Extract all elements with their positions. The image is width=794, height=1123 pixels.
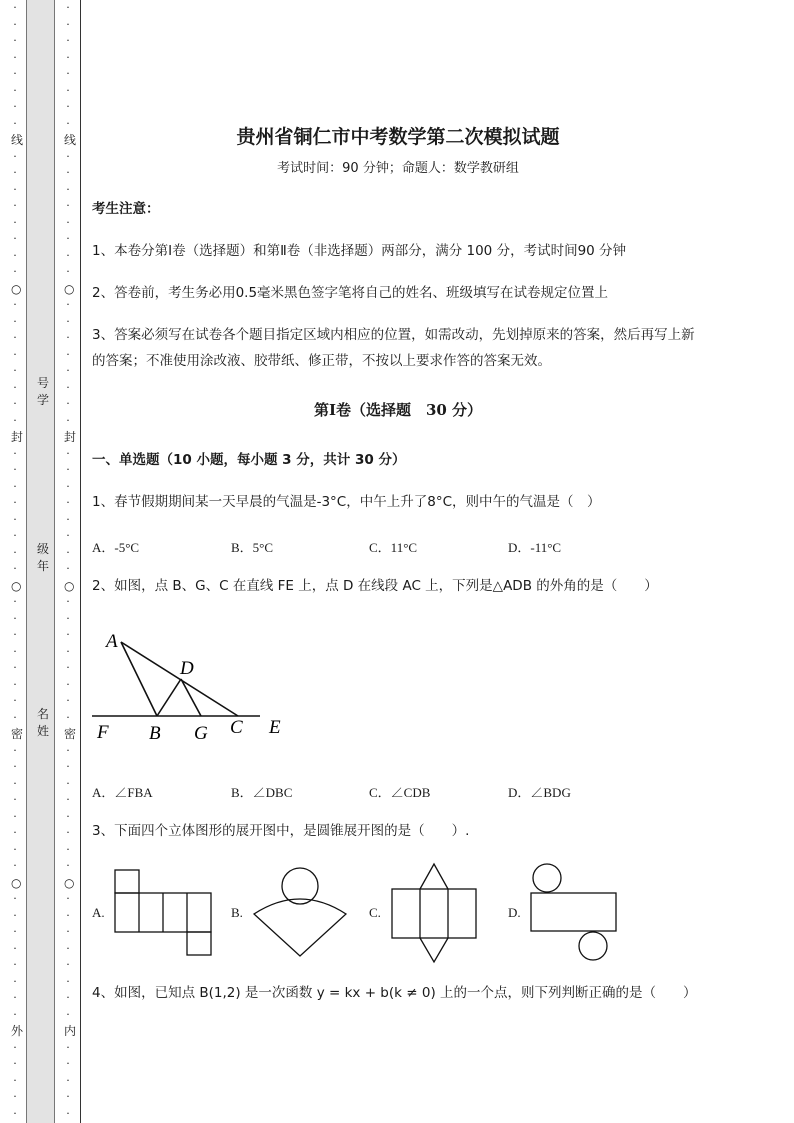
binding-dot: · bbox=[13, 562, 17, 575]
binding-dot: · bbox=[13, 842, 17, 856]
question-3-figure-b[interactable] bbox=[250, 864, 350, 960]
binding-dot: · bbox=[66, 1057, 70, 1070]
binding-dot: · bbox=[13, 677, 17, 691]
binding-dot: · bbox=[13, 34, 17, 47]
binding-dot: · bbox=[13, 529, 17, 542]
binding-dot: · bbox=[13, 166, 17, 179]
binding-dot: · bbox=[13, 611, 17, 625]
question-2-option-c[interactable]: C．∠CDB bbox=[369, 785, 431, 800]
binding-dot: · bbox=[66, 265, 70, 278]
binding-dot: · bbox=[13, 644, 17, 658]
binding-dot: · bbox=[13, 347, 17, 361]
binding-dot: · bbox=[13, 100, 17, 113]
binding-mark: 密 bbox=[64, 727, 77, 741]
figure-label-a: A bbox=[106, 631, 118, 652]
binding-dot: · bbox=[13, 809, 17, 823]
binding-dot: · bbox=[13, 991, 17, 1004]
binding-dot: · bbox=[66, 677, 70, 691]
binding-mark: ○ bbox=[64, 578, 75, 593]
outer-dot-column bbox=[11, 0, 24, 1122]
question-2-option-b[interactable]: B．∠DBC bbox=[231, 785, 293, 800]
question-2-stem: 2、如图，点 B、G、C 在直线 FE 上，点 D 在线段 AC 上，下列是△ADB 的外角的是（ ） bbox=[92, 578, 658, 594]
binding-dot: · bbox=[66, 644, 70, 658]
binding-dot: · bbox=[66, 941, 70, 955]
binding-dot: · bbox=[66, 83, 70, 97]
binding-dot: · bbox=[13, 941, 17, 955]
binding-dot: · bbox=[66, 413, 70, 427]
binding-dot: · bbox=[66, 826, 70, 839]
binding-dot: · bbox=[66, 496, 70, 509]
binding-dot: · bbox=[66, 446, 70, 460]
figure-label-c: C bbox=[230, 717, 243, 738]
binding-dot: · bbox=[66, 859, 70, 872]
binding-dot: · bbox=[66, 380, 70, 394]
binding-dot: · bbox=[13, 116, 17, 130]
binding-dot: · bbox=[13, 364, 17, 377]
binding-dot: · bbox=[66, 463, 70, 476]
question-3-option-a-label[interactable]: A. bbox=[92, 905, 105, 920]
binding-dot: · bbox=[13, 232, 17, 245]
binding-dot: · bbox=[13, 331, 17, 344]
question-2-option-d[interactable]: D．∠BDG bbox=[508, 785, 571, 800]
student-id-label: 号学 bbox=[36, 376, 49, 407]
notice-item-2: 2、答卷前，考生务必用0.5毫米黑色签字笔将自己的姓名、班级填写在试卷规定位置上 bbox=[92, 285, 609, 301]
binding-dot: · bbox=[13, 413, 17, 427]
binding-dot: · bbox=[13, 298, 17, 311]
binding-dot: · bbox=[13, 182, 17, 196]
binding-dot: · bbox=[66, 67, 70, 80]
binding-dot: · bbox=[66, 1, 70, 14]
binding-dot: · bbox=[13, 908, 17, 922]
binding-dot: · bbox=[66, 710, 70, 724]
binding-dot: · bbox=[66, 199, 70, 212]
binding-dot: · bbox=[66, 1090, 70, 1103]
binding-dot: · bbox=[66, 116, 70, 130]
binding-dot: · bbox=[13, 595, 17, 608]
part-title: 一、单选题（10 小题，每小题 3 分，共计 30 分） bbox=[92, 452, 406, 468]
binding-dot: · bbox=[13, 710, 17, 724]
figure-label-f: F bbox=[97, 722, 109, 743]
binding-mark: ○ bbox=[64, 281, 75, 296]
figure-label-b: B bbox=[149, 723, 161, 744]
binding-dot: · bbox=[13, 215, 17, 229]
binding-dot: · bbox=[13, 826, 17, 839]
binding-dot: · bbox=[13, 1007, 17, 1021]
binding-dot: · bbox=[13, 793, 17, 806]
binding-dot: · bbox=[66, 34, 70, 47]
figure-label-g: G bbox=[194, 723, 208, 744]
binding-mark: 封 bbox=[64, 430, 77, 444]
binding-dot: · bbox=[13, 1073, 17, 1087]
binding-dot: · bbox=[66, 743, 70, 757]
binding-dot: · bbox=[66, 595, 70, 608]
binding-dot: · bbox=[13, 380, 17, 394]
question-1-option-d[interactable]: D．-11°C bbox=[508, 540, 562, 555]
binding-dot: · bbox=[13, 265, 17, 278]
binding-line bbox=[80, 0, 81, 1123]
binding-mark: 外 bbox=[11, 1024, 24, 1038]
binding-dot: · bbox=[66, 100, 70, 113]
binding-dot: · bbox=[66, 661, 70, 674]
exam-title: 贵州省铜仁市中考数学第二次模拟试题 bbox=[236, 126, 560, 148]
binding-dot: · bbox=[13, 661, 17, 674]
binding-dot: · bbox=[66, 760, 70, 773]
binding-dot: · bbox=[66, 479, 70, 493]
exam-subtitle: 考试时间：90 分钟；命题人：数学教研组 bbox=[277, 161, 519, 176]
section-title: 第Ⅰ卷（选择题 30 分） bbox=[313, 401, 483, 419]
binding-dot: · bbox=[13, 314, 17, 328]
question-4-stem: 4、如图，已知点 B(1,2) 是一次函数 y = kx + b(k ≠ 0) 上的一个点，则下列判断正确的是（ ） bbox=[92, 985, 697, 1001]
binding-mark: ○ bbox=[11, 578, 22, 593]
binding-dot: · bbox=[66, 892, 70, 905]
binding-mark: 线 bbox=[11, 133, 24, 147]
question-1-option-a[interactable]: A．-5°C bbox=[92, 540, 140, 555]
binding-dot: · bbox=[13, 67, 17, 80]
question-3-figure-c[interactable] bbox=[390, 862, 480, 964]
notice-item-3: 3、答案必须写在试卷各个题目指定区域内相应的位置，如需改动，先划掉原来的答案，然后再写上新 bbox=[92, 327, 695, 343]
binding-mark: ○ bbox=[11, 281, 22, 296]
binding-dot: · bbox=[66, 215, 70, 229]
name-label: 名姓 bbox=[36, 707, 49, 738]
binding-dot: · bbox=[66, 397, 70, 410]
binding-dot: · bbox=[66, 17, 70, 31]
question-3-option-c-label[interactable]: C. bbox=[369, 905, 381, 920]
binding-dot: · bbox=[66, 809, 70, 823]
binding-dot: · bbox=[13, 50, 17, 64]
binding-dot: · bbox=[13, 628, 17, 641]
question-3-stem: 3、下面四个立体图形的展开图中，是圆锥展开图的是（ ）. bbox=[92, 823, 470, 839]
binding-dot: · bbox=[66, 908, 70, 922]
binding-dot: · bbox=[13, 248, 17, 262]
inner-dot-column bbox=[64, 0, 77, 1122]
binding-dot: · bbox=[13, 694, 17, 707]
binding-dot: · bbox=[13, 479, 17, 493]
binding-dot: · bbox=[13, 1090, 17, 1103]
binding-dot: · bbox=[66, 991, 70, 1004]
binding-dot: · bbox=[66, 512, 70, 526]
binding-dot: · bbox=[66, 958, 70, 971]
binding-dot: · bbox=[13, 496, 17, 509]
binding-dot: · bbox=[13, 463, 17, 476]
class-label: 级年 bbox=[36, 542, 49, 573]
binding-mark: 密 bbox=[11, 727, 24, 741]
binding-dot: · bbox=[66, 364, 70, 377]
figure-label-d: D bbox=[180, 658, 194, 679]
binding-dot: · bbox=[13, 925, 17, 938]
binding-dot: · bbox=[13, 760, 17, 773]
binding-dot: · bbox=[66, 694, 70, 707]
binding-dot: · bbox=[66, 974, 70, 988]
binding-dot: · bbox=[13, 776, 17, 790]
binding-dot: · bbox=[13, 1040, 17, 1054]
binding-dot: · bbox=[13, 859, 17, 872]
binding-dot: · bbox=[66, 50, 70, 64]
binding-dot: · bbox=[13, 892, 17, 905]
binding-dot: · bbox=[13, 149, 17, 163]
binding-mark: ○ bbox=[64, 875, 75, 890]
binding-dot: · bbox=[66, 545, 70, 559]
binding-dot: · bbox=[66, 1073, 70, 1087]
binding-dot: · bbox=[66, 529, 70, 542]
question-3-option-d-label[interactable]: D. bbox=[508, 905, 521, 920]
binding-mark: 封 bbox=[11, 430, 24, 444]
binding-dot: · bbox=[13, 512, 17, 526]
binding-dot: · bbox=[66, 793, 70, 806]
binding-dot: · bbox=[66, 842, 70, 856]
binding-dot: · bbox=[13, 743, 17, 757]
binding-dot: · bbox=[66, 347, 70, 361]
binding-dot: · bbox=[13, 958, 17, 971]
binding-dot: · bbox=[66, 166, 70, 179]
binding-dot: · bbox=[13, 17, 17, 31]
question-1-option-c[interactable]: C．11°C bbox=[369, 540, 418, 555]
question-3-figure-a[interactable] bbox=[114, 869, 214, 957]
binding-mark: 线 bbox=[64, 133, 77, 147]
binding-dot: · bbox=[13, 397, 17, 410]
binding-dot: · bbox=[13, 1057, 17, 1070]
binding-dot: · bbox=[66, 182, 70, 196]
binding-dot: · bbox=[13, 83, 17, 97]
binding-dot: · bbox=[13, 974, 17, 988]
question-1-stem: 1、春节假期期间某一天早晨的气温是-3°C，中午上升了8°C，则中午的气温是（ ） bbox=[92, 494, 601, 510]
binding-dot: · bbox=[13, 1, 17, 14]
binding-dot: · bbox=[66, 232, 70, 245]
binding-dot: · bbox=[66, 149, 70, 163]
binding-dot: · bbox=[66, 1040, 70, 1054]
binding-dot: · bbox=[13, 199, 17, 212]
binding-dot: · bbox=[13, 1106, 17, 1120]
binding-dot: · bbox=[66, 925, 70, 938]
binding-dot: · bbox=[66, 628, 70, 641]
notice-item-1: 1、本卷分第Ⅰ卷（选择题）和第Ⅱ卷（非选择题）两部分，满分 100 分，考试时间90 分钟 bbox=[92, 243, 627, 259]
question-3-option-b-label[interactable]: B. bbox=[231, 905, 243, 920]
figure-label-e: E bbox=[269, 717, 281, 738]
question-3-figure-d[interactable] bbox=[528, 862, 620, 962]
question-1-option-b[interactable]: B．5°C bbox=[231, 540, 274, 555]
binding-dot: · bbox=[66, 314, 70, 328]
binding-dot: · bbox=[66, 298, 70, 311]
binding-mark: ○ bbox=[11, 875, 22, 890]
binding-dot: · bbox=[13, 545, 17, 559]
notice-item-3-cont: 的答案；不准使用涂改液、胶带纸、修正带，不按以上要求作答的答案无效。 bbox=[92, 353, 551, 369]
binding-dot: · bbox=[13, 446, 17, 460]
binding-dot: · bbox=[66, 331, 70, 344]
binding-dot: · bbox=[66, 611, 70, 625]
notice-heading: 考生注意： bbox=[92, 201, 160, 217]
question-2-option-a[interactable]: A．∠FBA bbox=[92, 785, 153, 800]
binding-dot: · bbox=[66, 562, 70, 575]
binding-dot: · bbox=[66, 1007, 70, 1021]
question-2-figure bbox=[88, 620, 303, 750]
binding-dot: · bbox=[66, 776, 70, 790]
binding-dot: · bbox=[66, 1106, 70, 1120]
binding-dot: · bbox=[66, 248, 70, 262]
binding-mark: 内 bbox=[64, 1024, 77, 1038]
